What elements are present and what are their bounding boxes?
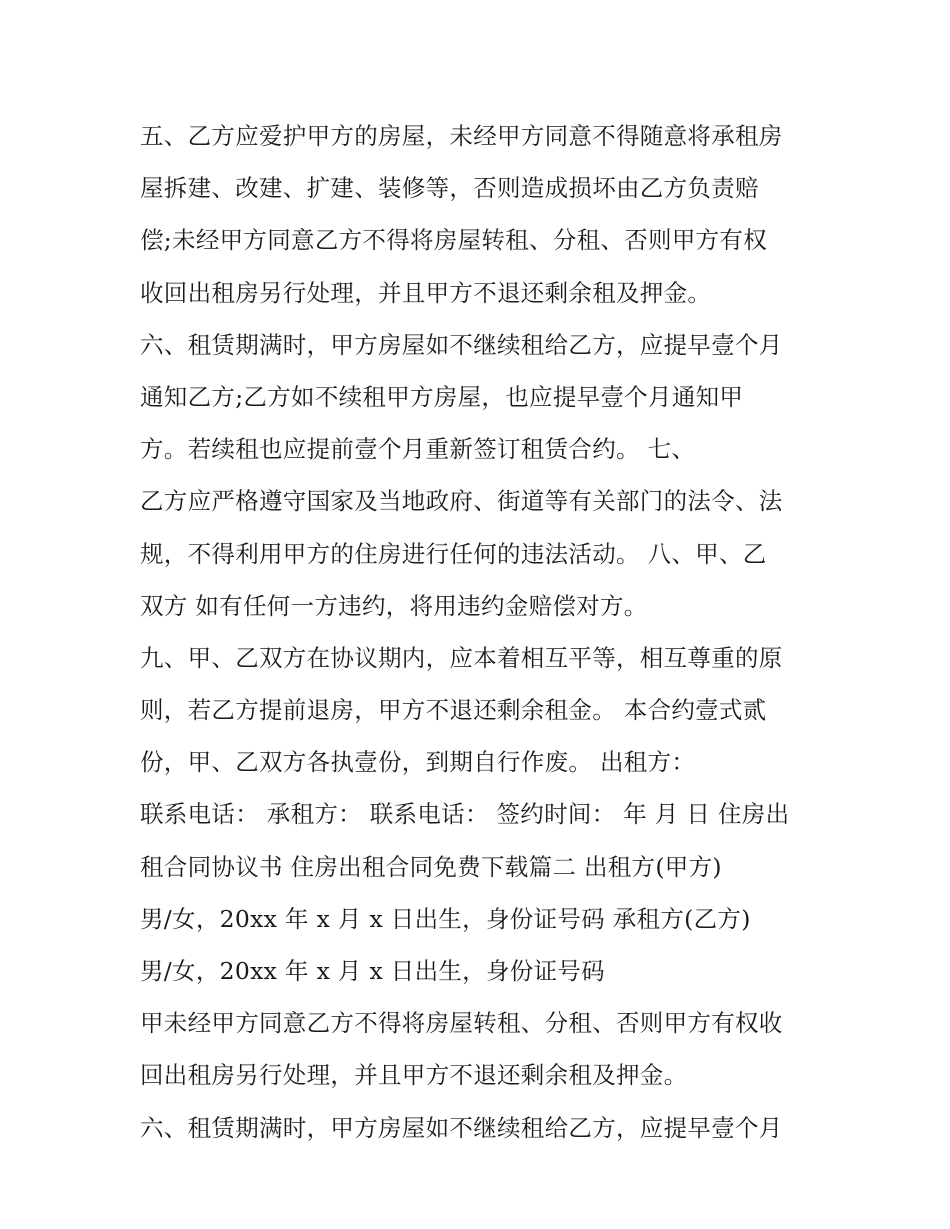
text-line: 五、乙方应爱护甲方的房屋，未经甲方同意不得随意将承租房 [140, 122, 783, 150]
text-line: 九、甲、乙双方在协议期内，应本着相互平等，相互尊重的原 [140, 643, 783, 672]
text-line: 男/女，20xx 年 x 月 x 日出生，身份证号码 [140, 957, 605, 985]
text-line: 六、租赁期满时，甲方房屋如不继续租给乙方，应提早壹个月 [140, 1113, 783, 1142]
text-line: 男/女，20xx 年 x 月 x 日出生，身份证号码 承租方(乙方) [140, 904, 751, 933]
text-line: 租合同协议书 住房出租合同免费下载篇二 出租方(甲方) [140, 852, 722, 881]
text-line: 份，甲、乙双方各执壹份，到期自行作废。 出租方： [140, 748, 696, 777]
text-line: 规，不得利用甲方的住房进行任何的违法活动。 八、甲、乙 [140, 539, 767, 568]
text-line: 乙方应严格遵守国家及当地政府、街道等有关部门的法令、法 [140, 487, 783, 516]
text-line: 收回出租房另行处理，并且甲方不退还剩余租及押金。 [140, 278, 712, 307]
document-body [140, 110, 830, 1154]
text-line: 方。若续租也应提前壹个月重新签订租赁合约。 七、 [140, 435, 696, 464]
text-line: 回出租房另行处理，并且甲方不退还剩余租及押金。 [140, 1061, 688, 1090]
text-line: 屋拆建、改建、扩建、装修等，否则造成损坏由乙方负责赔 [140, 174, 759, 203]
text-line: 六、租赁期满时，甲方房屋如不继续租给乙方，应提早壹个月 [140, 330, 783, 359]
text-line: 双方 如有任何一方违约，将用违约金赔偿对方。 [140, 591, 648, 620]
text-line: 联系电话： 承租方： 联系电话： 签约时间： 年 月 日 住房出 [140, 800, 790, 829]
text-line: 则，若乙方提前退房，甲方不退还剩余租金。 本合约壹式贰 [140, 696, 767, 725]
text-line: 通知乙方;乙方如不续租甲方房屋，也应提早壹个月通知甲 [140, 382, 744, 411]
text-line: 甲未经甲方同意乙方不得将房屋转租、分租、否则甲方有权收 [140, 1009, 783, 1038]
text-line: 偿;未经甲方同意乙方不得将房屋转租、分租、否则甲方有权 [140, 226, 768, 255]
